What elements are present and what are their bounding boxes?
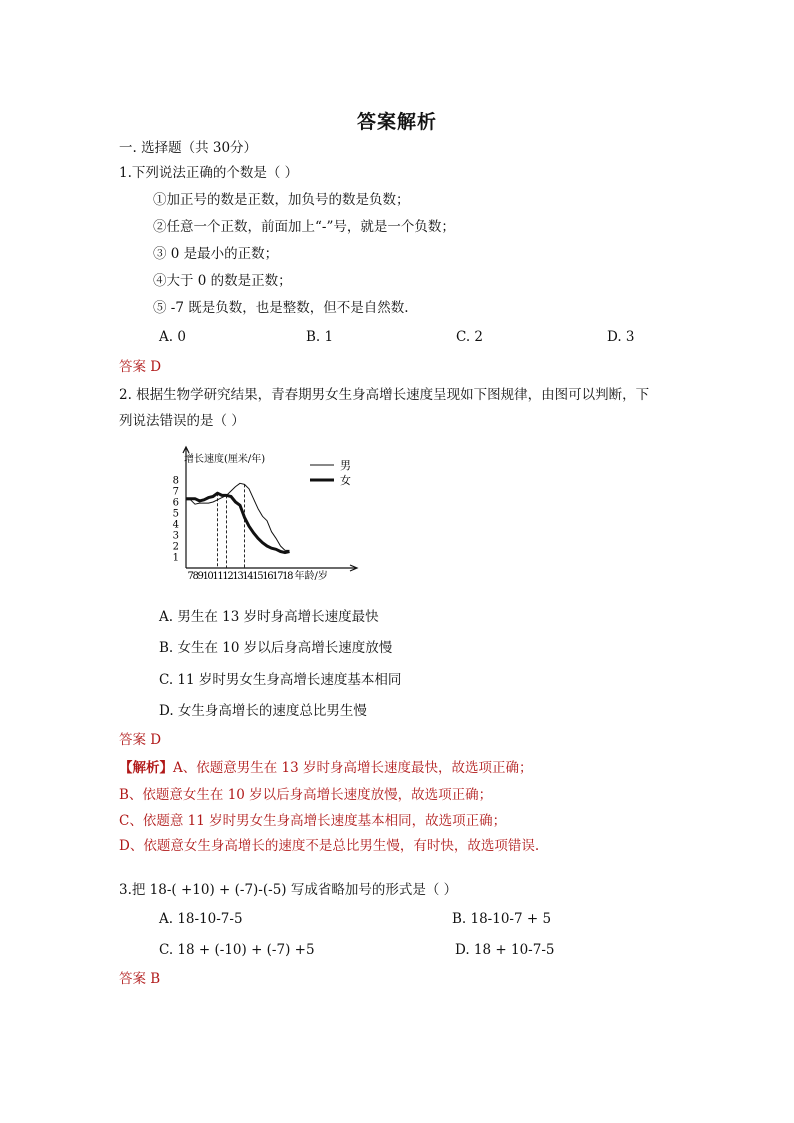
q3-option-d: D. 18 + 10-7-5 bbox=[455, 942, 555, 958]
y-tick-label: 8 bbox=[172, 475, 179, 487]
q1-statement-1: ①加正号的数是正数，加负号的数是负数； bbox=[153, 192, 410, 208]
q2-stem-line2: 列说法错误的是（ ） bbox=[119, 413, 245, 429]
q3-option-b: B. 18-10-7 + 5 bbox=[452, 911, 552, 927]
q1-answer: 答案 D bbox=[119, 359, 162, 375]
q1-statement-5: ⑤ -7 既是负数，也是整数，但不是自然数. bbox=[153, 300, 409, 316]
y-tick-label: 2 bbox=[172, 541, 179, 553]
x-tick-labels: 789101112131415161718 bbox=[187, 571, 294, 582]
q2-analysis-line-b: B、依题意女生在 10 岁以后身高增长速度放慢，故选项正确； bbox=[119, 787, 493, 803]
q3-stem: 3.把 18-( +10) + (-7)-(-5) 写成省略加号的形式是（ ） bbox=[119, 882, 458, 898]
q2-option-d: D. 女生身高增长的速度总比男生慢 bbox=[159, 703, 367, 719]
y-tick-label: 7 bbox=[172, 486, 179, 498]
analysis-tag: 【解析】 bbox=[119, 760, 173, 776]
q1-option-d: D. 3 bbox=[607, 329, 635, 345]
q1-statement-3: ③ 0 是最小的正数； bbox=[153, 246, 279, 262]
q1-statement-2: ②任意一个正数，前面加上“-”号，就是一个负数； bbox=[153, 219, 455, 235]
legend-label-male: 男 bbox=[340, 459, 351, 472]
q1-stem: 1.下列说法正确的个数是（ ） bbox=[119, 165, 299, 181]
y-axis-label: 增长速度(厘米/年) bbox=[184, 454, 266, 465]
q3-answer: 答案 B bbox=[119, 971, 161, 987]
q2-option-c: C. 11 岁时男女生身高增长速度基本相同 bbox=[159, 672, 402, 688]
analysis-text-a: A、依题意男生在 13 岁时身高增长速度最快，故选项正确； bbox=[173, 760, 533, 776]
q2-option-b: B. 女生在 10 岁以后身高增长速度放慢 bbox=[159, 640, 393, 656]
y-tick-label: 5 bbox=[172, 508, 179, 520]
q2-option-a: A. 男生在 13 岁时身高增长速度最快 bbox=[159, 609, 379, 625]
q1-option-a: A. 0 bbox=[159, 329, 186, 345]
legend-label-female: 女 bbox=[340, 474, 351, 487]
q3-option-c: C. 18 + (-10) + (-7) +5 bbox=[159, 942, 315, 958]
x-axis-label: 年龄/岁 bbox=[294, 571, 328, 582]
y-tick-label: 3 bbox=[172, 530, 179, 542]
q2-stem-line1: 2. 根据生物学研究结果，青春期男女生身高增长速度呈现如下图规律，由图可以判断，下 bbox=[119, 387, 650, 403]
q1-statement-4: ④大于 0 的数是正数； bbox=[153, 273, 292, 289]
q2-analysis-line-d: D、依题意女生身高增长的速度不是总比男生慢，有时快，故选项错误. bbox=[119, 838, 540, 854]
series-line-female bbox=[186, 493, 290, 552]
q2-answer: 答案 D bbox=[119, 732, 162, 748]
page-title: 答案解析 bbox=[356, 111, 437, 133]
y-tick-label: 6 bbox=[172, 497, 179, 509]
q1-option-b: B. 1 bbox=[306, 329, 334, 345]
series-line-male bbox=[186, 483, 290, 550]
q1-option-c: C. 2 bbox=[456, 329, 484, 345]
growth-speed-chart bbox=[160, 438, 390, 588]
y-tick-label: 1 bbox=[172, 552, 179, 564]
q2-analysis-line-c: C、依题意 11 岁时男女生身高增长速度基本相同，故选项正确； bbox=[119, 813, 507, 829]
q2-analysis-line-a bbox=[119, 759, 533, 777]
section-heading: 一. 选择题（共 30分） bbox=[119, 140, 258, 156]
y-tick-label: 4 bbox=[172, 519, 179, 531]
q3-option-a: A. 18-10-7-5 bbox=[159, 911, 243, 927]
